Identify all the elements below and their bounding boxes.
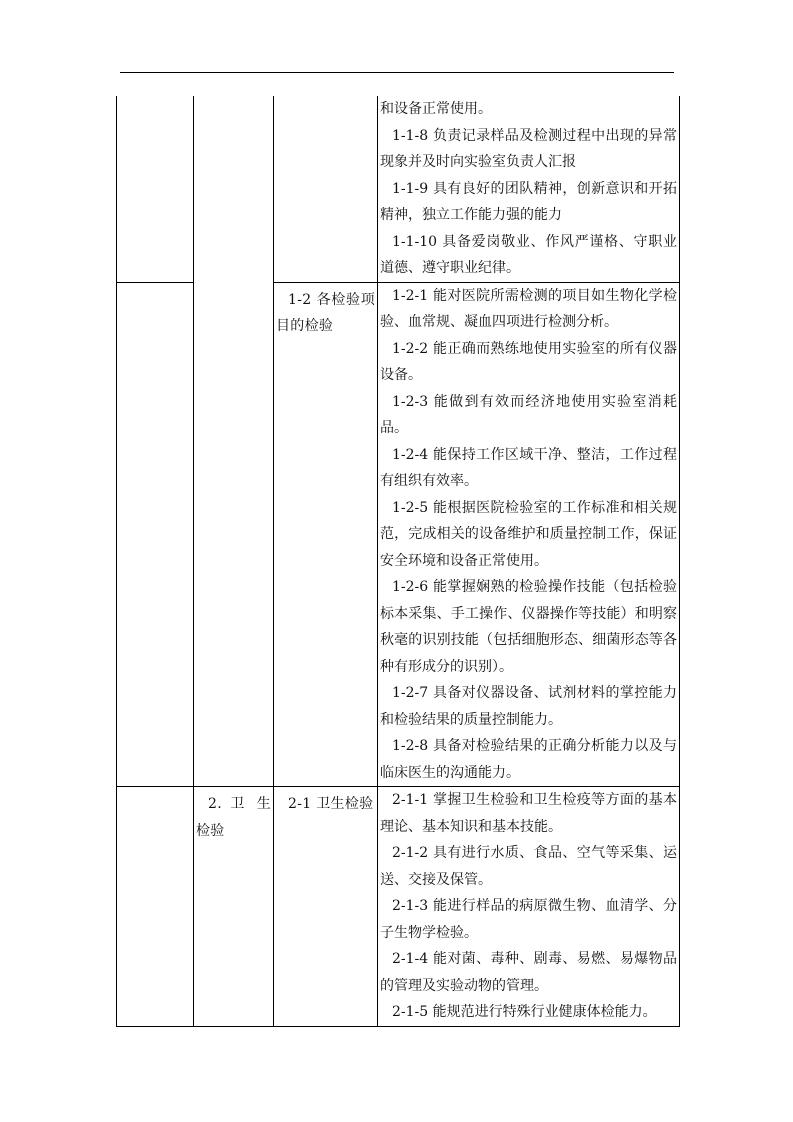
ability-item: 1-1-8 负责记录样品及检测过程中出现的异常现象并及时向实验室负责人汇报 [380, 127, 677, 170]
table-row [117, 282, 680, 787]
ability-item: 2-1-5 能规范进行特殊行业健康体检能力。 [392, 1004, 657, 1020]
module-title: 2-1 卫生检验 [288, 796, 374, 812]
ability-item: 和设备正常使用。 [380, 101, 492, 117]
ability-item: 1-2-8 具备对检验结果的正确分析能力以及与临床医生的沟通能力。 [380, 738, 677, 781]
ability-item: 2-1-4 能对菌、毒种、剧毒、易燃、易爆物品的管理及实验动物的管理。 [380, 951, 677, 994]
competency-table [116, 96, 680, 1027]
category-cell [117, 787, 194, 1027]
subcategory-cell [194, 282, 274, 787]
subcategory-cell [194, 96, 274, 282]
module-title: 1-2 各检验项目的检验 [276, 291, 375, 334]
ability-item: 1-2-5 能根据医院检验室的工作标准和相关规范，完成相关的设备维护和质量控制工作，保证安全环境和设备正常使用。 [380, 499, 677, 569]
ability-item: 2-1-3 能进行样品的病原微生物、血清学、分子生物学检验。 [380, 898, 677, 941]
category-cell [117, 282, 194, 787]
ability-item: 2-1-1 掌握卫生检验和卫生检疫等方面的基本理论、基本知识和基本技能。 [380, 792, 677, 835]
module-cell [274, 787, 378, 1027]
ability-item: 1-2-3 能做到有效而经济地使用实验室消耗品。 [380, 393, 677, 436]
ability-list-cell [378, 787, 680, 1027]
table-row [117, 96, 680, 282]
ability-list-cell [378, 282, 680, 787]
ability-item: 2-1-2 具有进行水质、食品、空气等采集、运送、交接及保管。 [380, 845, 677, 888]
module-cell [274, 96, 378, 282]
ability-item: 1-2-6 能掌握娴熟的检验操作技能（包括检验标本采集、手工操作、仪器操作等技能）和明察秋毫的识别技能（包括细胞形态、细菌形态等各种有形成分的识别）。 [380, 579, 677, 675]
ability-item: 1-1-10 具备爱岗敬业、作风严谨格、守职业道德、遵守职业纪律。 [380, 233, 677, 276]
category-cell [117, 96, 194, 282]
subcategory-cell [194, 787, 274, 1027]
ability-item: 1-1-9 具有良好的团队精神，创新意识和开拓精神，独立工作能力强的能力 [380, 180, 677, 223]
ability-item: 1-2-7 具备对仪器设备、试剂材料的掌控能力和检验结果的质量控制能力。 [380, 685, 677, 728]
ability-list-cell [378, 96, 680, 282]
ability-item: 1-2-4 能保持工作区域干净、整洁，工作过程有组织有效率。 [380, 446, 677, 489]
ability-item: 1-2-2 能正确而熟练地使用实验室的所有仪器设备。 [380, 340, 677, 383]
header-rule [120, 72, 674, 73]
module-cell [274, 282, 378, 787]
subcategory-title: 2. 卫 生 检验 [196, 796, 271, 839]
ability-item: 1-2-1 能对医院所需检测的项目如生物化学检验、血常规、凝血四项进行检测分析。 [380, 287, 677, 330]
table-row [117, 787, 680, 1027]
